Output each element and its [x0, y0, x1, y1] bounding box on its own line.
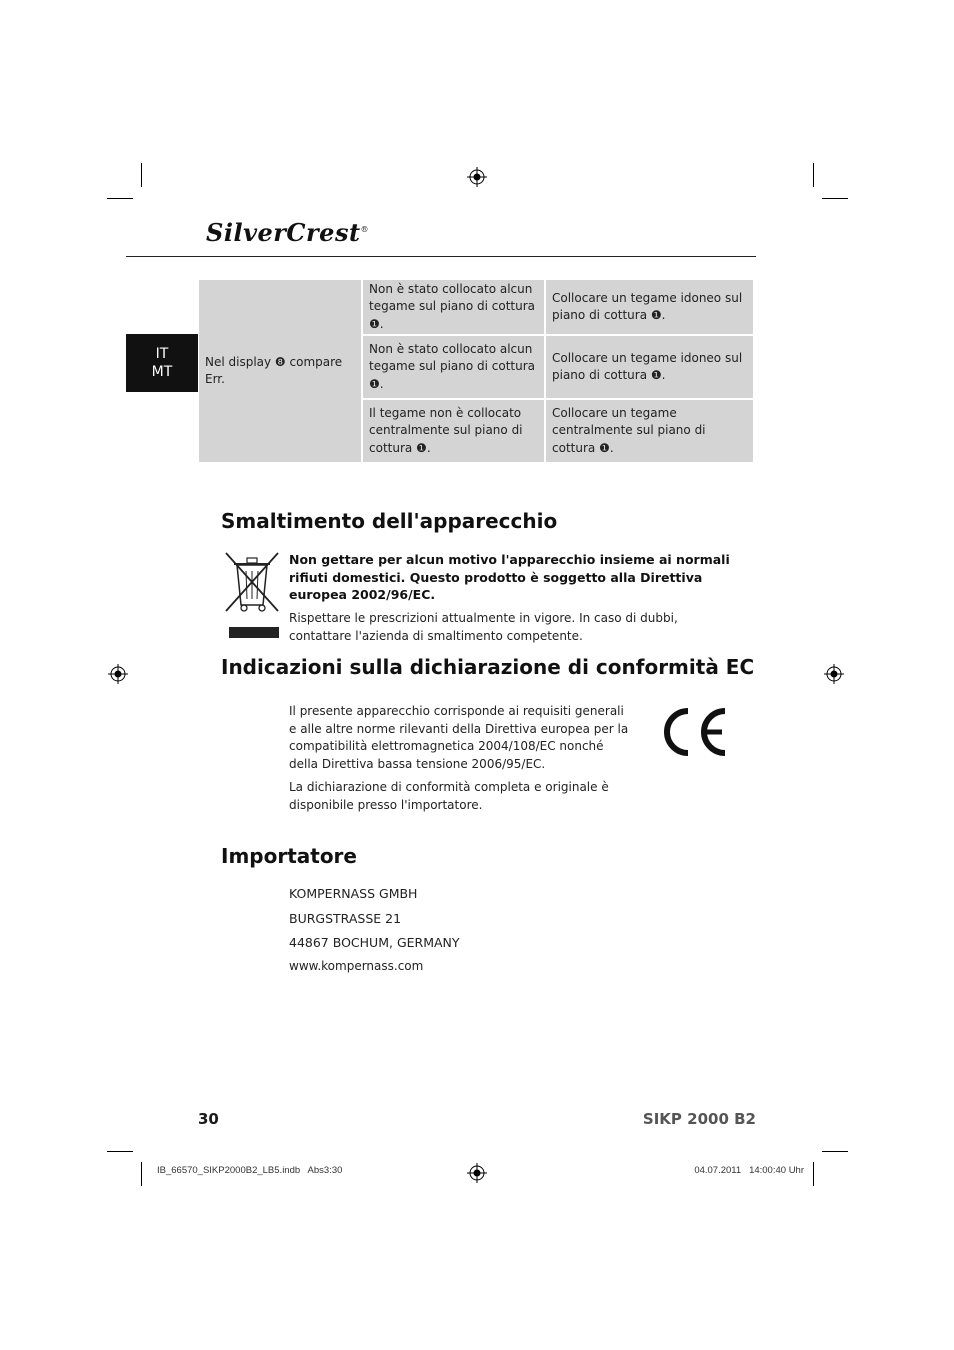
solution-text: Collocare un tegame centralmente sul piano di cottura ❶. — [552, 405, 706, 455]
importer-website: www.kompernass.com — [289, 959, 424, 973]
crop-mark — [141, 1162, 142, 1186]
table-cell-solution — [546, 400, 753, 462]
crop-mark — [813, 163, 814, 187]
section-title-disposal: Smaltimento dell'apparecchio — [221, 509, 558, 533]
table-cell-cause — [363, 280, 544, 334]
table-cell-symptom — [199, 280, 361, 462]
registered-mark: ® — [360, 225, 370, 234]
solution-text: Collocare un tegame idoneo sul piano di cottura ❶. — [552, 290, 743, 322]
cause-text: Il tegame non è collocato centralmente sul piano di cottura ❶. — [369, 405, 523, 455]
print-slug-file: IB_66570_SIKP2000B2_LB5.indb Abs3:30 — [157, 1165, 343, 1176]
logo-text: SilverCrest — [206, 218, 361, 247]
crop-mark — [141, 163, 142, 187]
registration-mark-icon — [467, 1163, 487, 1183]
table-cell-cause — [363, 336, 544, 398]
ce-mark-icon — [656, 707, 730, 757]
language-code-it: IT — [155, 346, 169, 362]
registration-mark-icon — [824, 664, 844, 684]
crossed-out-wheelie-bin-icon — [222, 549, 282, 641]
symptom-text: Nel display ❽ compare Err. — [205, 354, 343, 386]
model-name: SIKP 2000 B2 — [642, 1110, 756, 1128]
table-cell-solution — [546, 336, 753, 398]
table-cell-solution — [546, 280, 753, 334]
page-number: 30 — [198, 1110, 219, 1128]
conformity-paragraph-2: La dichiarazione di conformità completa e originale è disponibile presso l'importatore. — [289, 780, 609, 812]
disposal-warning: Non gettare per alcun motivo l'apparecchio insieme ai normali rifiuti domestici. Questo prodotto è soggetto alla Direttiva europea 2002/96/EC. — [289, 552, 730, 602]
print-slug-timestamp: 04.07.2011 14:00:40 Uhr — [694, 1165, 804, 1176]
crop-mark — [822, 198, 848, 199]
cause-text: Non è stato collocato alcun tegame sul piano di cottura ❶. — [369, 281, 536, 331]
language-tab — [126, 334, 198, 392]
importer-street: BURGSTRASSE 21 — [289, 911, 402, 926]
solution-text: Collocare un tegame idoneo sul piano di cottura ❶. — [552, 350, 743, 382]
registration-mark-icon — [108, 664, 128, 684]
table-cell-cause — [363, 400, 544, 462]
troubleshooting-table — [199, 280, 753, 462]
crop-mark — [107, 1151, 133, 1152]
language-code-mt: MT — [151, 364, 173, 380]
disposal-note: Rispettare le prescrizioni attualmente in vigore. In caso di dubbi, contattare l'azienda di smaltimento competente. — [289, 611, 678, 643]
crop-mark — [107, 198, 133, 199]
brand-logo — [206, 218, 369, 247]
section-title-importer: Importatore — [221, 844, 357, 868]
cause-text: Non è stato collocato alcun tegame sul piano di cottura ❶. — [369, 341, 536, 391]
importer-city: 44867 BOCHUM, GERMANY — [289, 935, 460, 950]
crop-mark — [813, 1162, 814, 1186]
registration-mark-icon — [467, 167, 487, 187]
section-title-conformity: Indicazioni sulla dichiarazione di conformità EC — [221, 655, 755, 679]
importer-company: KOMPERNASS GMBH — [289, 886, 418, 901]
crop-mark — [822, 1151, 848, 1152]
conformity-paragraph-1: Il presente apparecchio corrisponde ai requisiti generali e alle altre norme rilevanti della Direttiva europea per la compatibilità elettromagnetica 2004/108/EC nonché della Direttiva bassa tensione 2006/95/EC. — [289, 704, 629, 771]
header-rule — [126, 256, 756, 257]
